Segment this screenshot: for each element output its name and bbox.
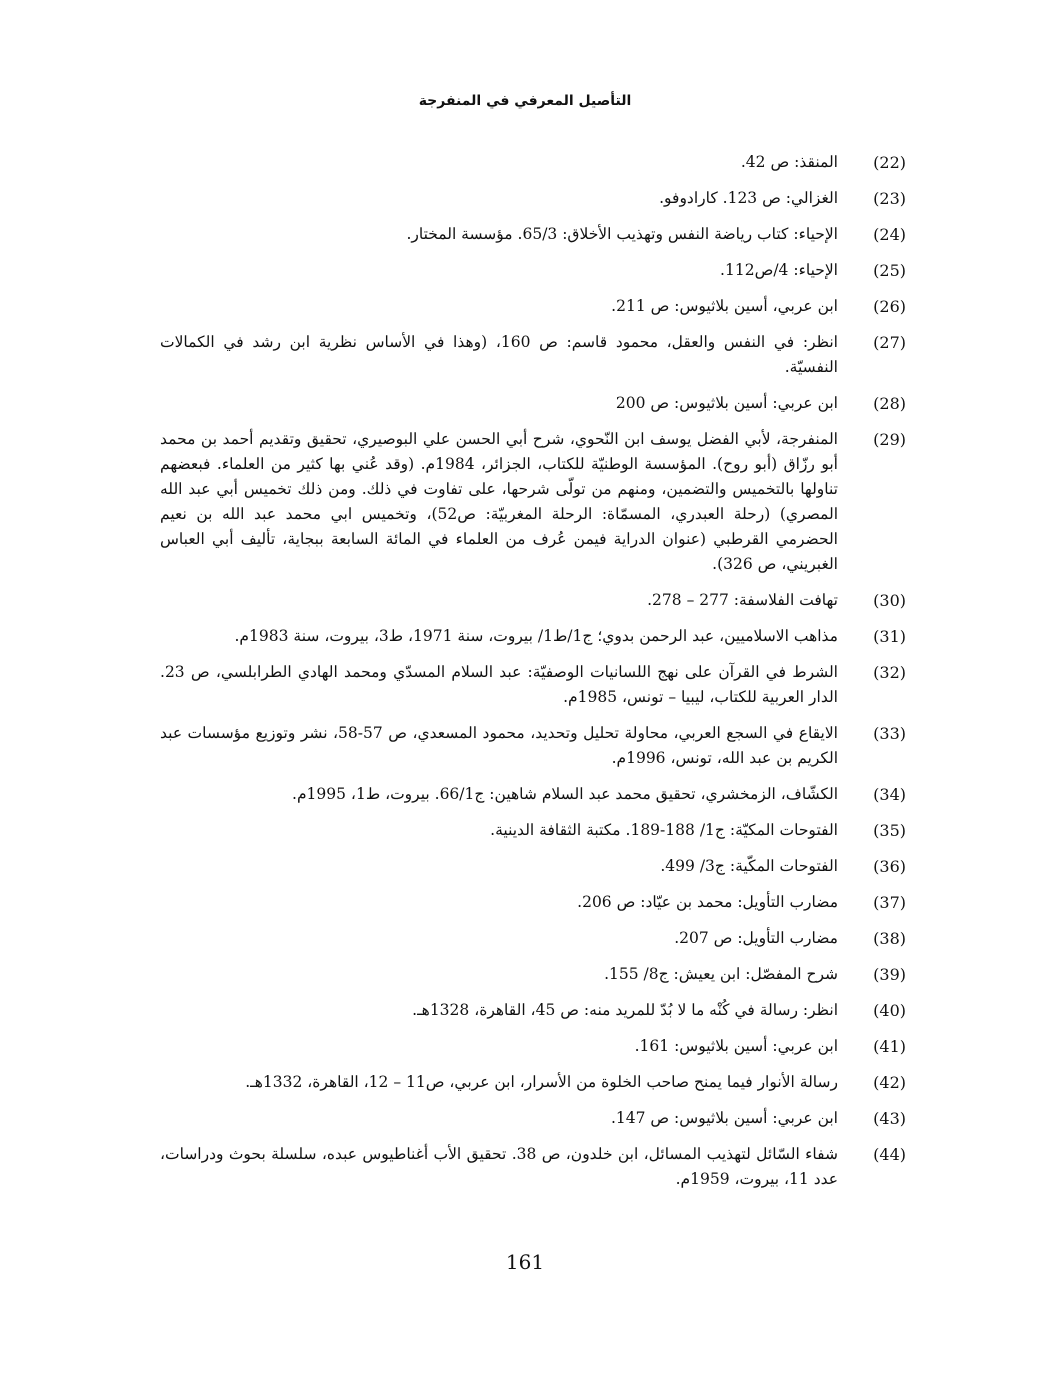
endnote	[160, 1034, 906, 1059]
endnote-number: (31)	[873, 627, 906, 646]
endnote-text: رسالة الأنوار فيما يمنح صاحب الخلوة من الأسرار، ابن عربي، ص11 – 12، القاهرة، 1332هـ.	[245, 1073, 838, 1091]
endnote	[160, 391, 906, 416]
endnote-text: المنفرجة، لأبي الفضل يوسف ابن النّحوي، شرح أبي الحسن علي البوصيري، تحقيق وتقديم أحمد بن محمد أبو رزّاق (أبو روح). المؤسسة الوطنيّة للكتاب، الجزائر، 1984م. (وقد عُني بها كثير من العلماء. فبعضهم تناولها بالتخميس والتضمين، ومنهم من تولّى شرحها، على تفاوت في ذلك. ومن ذلك تخميس أبي عبد الله المصري) (رحلة العبدري، المسمّاة: الرحلة المغربيّة: ص52)، وتخميس ابي محمد عبد الله بن نعيم الحضرمي القرطبي (عنوان الدراية فيمن عُرف من العلماء في المائة السابعة ببجاية، تأليف أبي العباس الغبريني، ص 326).	[160, 430, 838, 573]
endnote-text: تهافت الفلاسفة: 277 – 278.	[647, 591, 838, 609]
endnote-number: (23)	[873, 189, 906, 208]
endnote	[160, 998, 906, 1023]
endnote	[160, 258, 906, 283]
endnote-text: الكشّاف، الزمخشري، تحقيق محمد عبد السلام شاهين: ج66/1. بيروت، ط1، 1995م.	[292, 785, 838, 803]
endnote	[160, 1142, 906, 1192]
endnote-number: (30)	[873, 591, 906, 610]
endnote-number: (24)	[873, 225, 906, 244]
endnote-number: (29)	[873, 430, 906, 449]
endnote-text: مضارب التأويل: ص 207.	[674, 929, 838, 947]
endnote-text: انظر: في النفس والعقل، محمود قاسم: ص 160، (وهذا في الأساس نظرية ابن رشد في الكمالات النفسيّة.	[160, 333, 838, 376]
endnote	[160, 588, 906, 613]
endnote	[160, 624, 906, 649]
endnote-text: انظر: رسالة في كُنْه ما لا بُدّ للمريد منه: ص 45، القاهرة، 1328هـ.	[412, 1001, 838, 1019]
endnote	[160, 890, 906, 915]
endnote-number: (26)	[873, 297, 906, 316]
endnote	[160, 294, 906, 319]
endnote-number: (36)	[873, 857, 906, 876]
endnote-text: الإحياء: كتاب رياضة النفس وتهذيب الأخلاق: 65/3. مؤسسة المختار.	[406, 225, 838, 243]
endnote	[160, 222, 906, 247]
endnote-number: (35)	[873, 821, 906, 840]
endnote-text: الفتوحات المكيّة: ج1/ 188-189. مكتبة الثقافة الدينية.	[490, 821, 838, 839]
endnote-number: (39)	[873, 965, 906, 984]
endnote-number: (37)	[873, 893, 906, 912]
endnote	[160, 926, 906, 951]
endnote-text: ابن عربي: أسين بلاثيوس: 161.	[634, 1037, 838, 1055]
endnote	[160, 1070, 906, 1095]
endnote-text: شفاء السّائل لتهذيب المسائل، ابن خلدون، ص 38. تحقيق الأب أغناطيوس عبده، سلسلة بحوث ودراسات، عدد 11، بيروت، 1959م.	[160, 1145, 838, 1188]
endnote-number: (38)	[873, 929, 906, 948]
endnote-text: ابن عربي: أسين بلاثيوس: ص 200	[615, 394, 838, 412]
endnote-text: المنقذ: ص 42.	[740, 153, 838, 171]
endnote-number: (42)	[873, 1073, 906, 1092]
endnote-number: (27)	[873, 333, 906, 352]
endnote-text: الشرط في القرآن على نهج اللسانيات الوصفيّة: عبد السلام المسدّي ومحمد الهادي الطرابلسي، ص 23. الدار العربية للكتاب، ليبيا – تونس، 1985م.	[160, 663, 838, 706]
endnote	[160, 962, 906, 987]
running-header: التأصيل المعرفي في المنفرجة	[418, 93, 632, 109]
page-number: 161	[505, 1250, 545, 1274]
endnote-number: (34)	[873, 785, 906, 804]
endnote-number: (43)	[873, 1109, 906, 1128]
endnote-text: مضارب التأويل: محمد بن عيّاد: ص 206.	[577, 893, 838, 911]
endnotes-list	[160, 150, 906, 1203]
endnote-number: (41)	[873, 1037, 906, 1056]
endnote-text: الايقاع في السجع العربي، محاولة تحليل وتحديد، محمود المسعدي، ص 57-58، نشر وتوزيع مؤسسات عبد الكريم بن عبد الله، تونس، 1996م.	[160, 724, 838, 767]
endnote	[160, 427, 906, 577]
endnote	[160, 330, 906, 380]
endnote-number: (28)	[873, 394, 906, 413]
endnote	[160, 150, 906, 175]
endnote-number: (44)	[873, 1145, 906, 1164]
endnote-number: (32)	[873, 663, 906, 682]
endnote-number: (40)	[873, 1001, 906, 1020]
endnote	[160, 721, 906, 771]
endnote-text: شرح المفصّل: ابن يعيش: ج8/ 155.	[604, 965, 838, 983]
endnote-text: مذاهب الاسلاميين، عبد الرحمن بدوي؛ ج1/ط1/ بيروت، سنة 1971، ط3، بيروت، سنة 1983م.	[234, 627, 838, 645]
endnote	[160, 818, 906, 843]
endnote-text: الإحياء: 4/ص112.	[720, 261, 838, 279]
endnote-number: (33)	[873, 724, 906, 743]
endnote-text: ابن عربي: أسين بلاثيوس: ص 147.	[610, 1109, 838, 1127]
endnote	[160, 1106, 906, 1131]
endnote-text: الفتوحات المكّية: ج3/ 499.	[660, 857, 838, 875]
endnote-text: ابن عربي، أسين بلاثيوس: ص 211.	[611, 297, 838, 315]
endnote	[160, 854, 906, 879]
endnote-number: (25)	[873, 261, 906, 280]
endnote	[160, 186, 906, 211]
endnote	[160, 782, 906, 807]
endnote	[160, 660, 906, 710]
endnote-text: الغزالي: ص 123. كارادوفو.	[659, 189, 838, 207]
endnote-number: (22)	[873, 153, 906, 172]
